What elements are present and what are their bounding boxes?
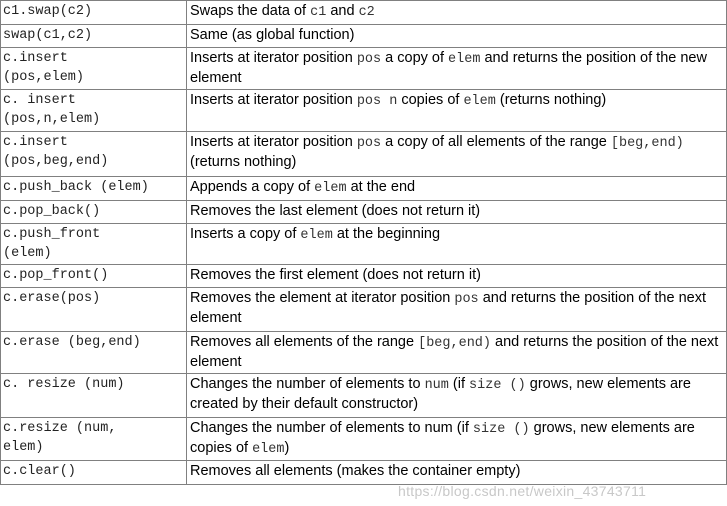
table-row [1, 224, 727, 265]
description-text: (if [448, 376, 470, 392]
description-cell [187, 224, 727, 265]
operation-text: c.resize (num, [3, 421, 117, 436]
description-text: Swaps the data of [190, 3, 311, 19]
description-text: Inserts at iterator position [190, 134, 357, 150]
operation-text: c.push_front [3, 227, 101, 242]
code-term: pos n [356, 94, 398, 109]
operation-cell [1, 224, 187, 265]
operation-cell [1, 201, 187, 224]
table-row [1, 332, 727, 374]
description-text: Same (as global function) [190, 27, 355, 43]
description-text: ) [284, 440, 290, 456]
table-row [1, 132, 727, 177]
operation-text: (elem) [3, 246, 52, 261]
code-term: size () [472, 422, 530, 437]
operation-cell [1, 132, 187, 177]
operation-cell [1, 1, 187, 25]
table-row [1, 418, 727, 461]
operation-cell [1, 25, 187, 48]
code-term: pos [454, 292, 479, 307]
description-cell [187, 90, 727, 132]
description-text: copies of [397, 92, 464, 108]
description-text: a copy of all elements of the range [381, 134, 611, 150]
description-text: Removes all elements (makes the container empty) [190, 463, 521, 479]
code-term: elem [463, 94, 496, 109]
description-text: Removes the element at iterator position [190, 290, 455, 306]
table-row [1, 265, 727, 288]
description-text: Changes the number of elements to [190, 376, 425, 392]
operation-text: c1.swap(c2) [3, 4, 93, 19]
description-cell [187, 332, 727, 374]
code-term: elem [314, 181, 347, 196]
table-row [1, 48, 727, 90]
table-row [1, 461, 727, 485]
description-text: Inserts at iterator position [190, 92, 357, 108]
operation-cell [1, 461, 187, 485]
code-term: c1 [310, 5, 327, 20]
table-body [1, 1, 727, 485]
code-term: num [424, 378, 449, 393]
operation-text: c.insert [3, 135, 68, 150]
code-term: elem [448, 52, 481, 67]
code-term: c2 [358, 5, 375, 20]
operation-text: (pos,n,elem) [3, 112, 101, 127]
operation-text: c. insert [3, 93, 76, 108]
watermark: https://blog.csdn.net/weixin_43743711 [398, 483, 647, 499]
table-row [1, 25, 727, 48]
description-cell [187, 288, 727, 332]
operation-text: elem) [3, 440, 44, 455]
operation-text: c. resize (num) [3, 377, 125, 392]
table-row [1, 374, 727, 418]
table-row [1, 177, 727, 201]
table-row [1, 90, 727, 132]
operation-cell [1, 265, 187, 288]
code-term: elem [300, 228, 333, 243]
description-cell [187, 418, 727, 461]
description-text: Removes the last element (does not return it) [190, 203, 481, 219]
description-text: grows, new elements are created by their default constructor) [190, 376, 691, 412]
description-cell [187, 1, 727, 25]
operation-text: c.push_back (elem) [3, 180, 149, 195]
description-cell [187, 265, 727, 288]
description-text: Removes all elements of the range [190, 334, 419, 350]
description-text: Removes the first element (does not return it) [190, 267, 481, 283]
operation-cell [1, 177, 187, 201]
description-text: and [326, 3, 359, 19]
operation-text: c.clear() [3, 464, 76, 479]
operation-text: swap(c1,c2) [3, 28, 93, 43]
operation-cell [1, 288, 187, 332]
description-cell [187, 48, 727, 90]
operation-cell [1, 374, 187, 418]
description-text: and returns the position of the next element [190, 290, 706, 326]
operation-text: (pos,elem) [3, 70, 85, 85]
description-text: Inserts at iterator position [190, 50, 357, 66]
description-text: Appends a copy of [190, 179, 315, 195]
description-text: Changes the number of elements to num (if [190, 420, 473, 436]
description-cell [187, 132, 727, 177]
code-term: [beg,end) [610, 136, 684, 151]
description-cell [187, 177, 727, 201]
description-text: and returns the position of the next element [190, 334, 719, 370]
description-text: (returns nothing) [495, 92, 607, 108]
description-text: a copy of [381, 50, 449, 66]
table-row [1, 1, 727, 25]
operation-cell [1, 418, 187, 461]
description-cell [187, 461, 727, 485]
operation-text: c.erase(pos) [3, 291, 101, 306]
code-term: elem [252, 442, 285, 457]
code-term: [beg,end) [418, 336, 492, 351]
description-text: Inserts a copy of [190, 226, 301, 242]
description-text: (returns nothing) [190, 154, 297, 170]
table-row [1, 201, 727, 224]
operation-cell [1, 332, 187, 374]
operation-cell [1, 48, 187, 90]
description-text: at the beginning [332, 226, 441, 242]
operation-text: c.erase (beg,end) [3, 335, 141, 350]
operation-cell [1, 90, 187, 132]
description-text: grows, new elements are copies of [190, 420, 695, 456]
table-row [1, 288, 727, 332]
operation-text: (pos,beg,end) [3, 154, 109, 169]
description-cell [187, 25, 727, 48]
description-text: and returns the position of the new element [190, 50, 707, 86]
operation-text: c.pop_back() [3, 204, 101, 219]
code-term: size () [469, 378, 526, 393]
description-cell [187, 201, 727, 224]
code-term: pos [356, 136, 382, 151]
operation-text: c.pop_front() [3, 268, 109, 283]
operation-text: c.insert [3, 51, 68, 66]
code-term: pos [356, 52, 382, 67]
description-cell [187, 374, 727, 418]
description-text: at the end [346, 179, 416, 195]
